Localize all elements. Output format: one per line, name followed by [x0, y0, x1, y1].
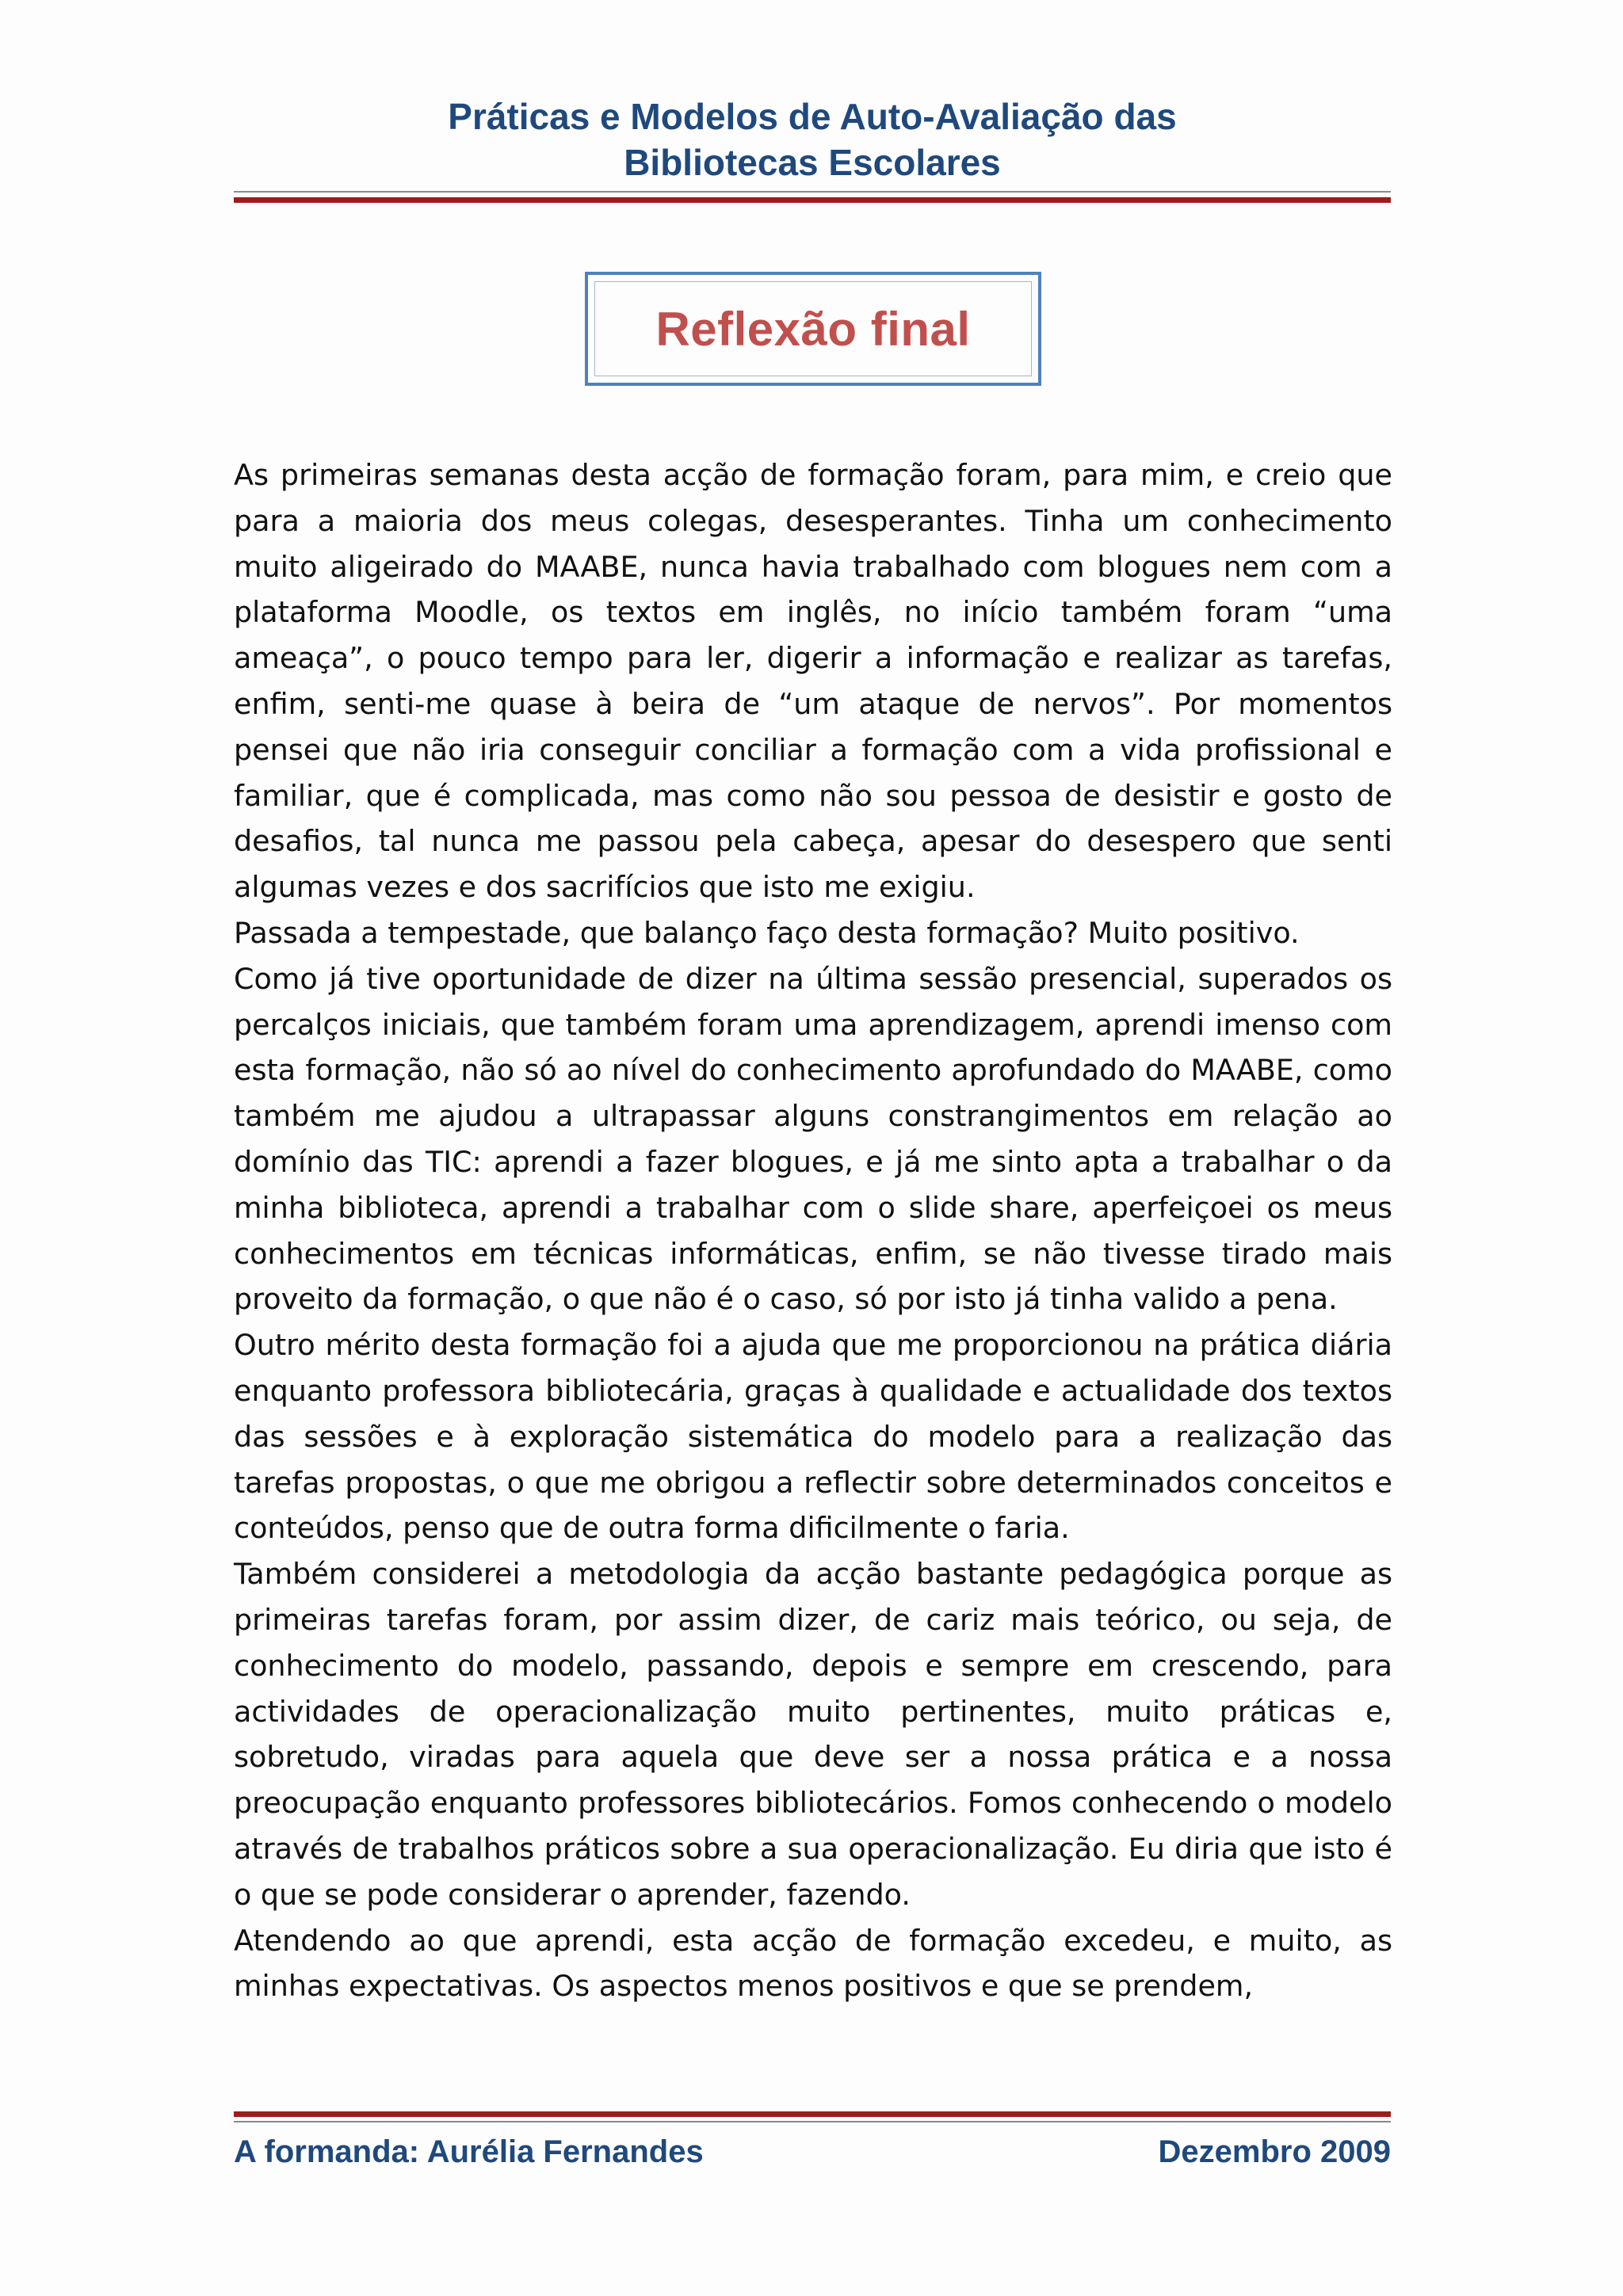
header-divider-thin — [234, 191, 1391, 193]
body-paragraph: Outro mérito desta formação foi a ajuda que me proporcionou na prática diária enquanto professora bibliotecária, graças à qualidade e actualidade dos textos das sessões e à exploração sistemática do modelo para a realização das tarefas propostas, o que me obrigou a reflectir sobre determinados conceitos e conteúdos, penso que de outra forma dificilmente o faria. — [234, 1328, 1392, 1546]
body-paragraph: Também considerei a metodologia da acção bastante pedagógica porque as primeiras tarefas foram, por assim dizer, de cariz mais teórico, ou seja, de conhecimento do modelo, passando, depois e sempre em crescendo, para actividades de operacionalização muito pertinentes, muito práticas e, sobretudo, viradas para aquela que deve ser a nossa prática e a nossa preocupação enquanto professores bibliotecários. Fomos conhecendo o modelo através de trabalhos práticos sobre a sua operacionalização. Eu diria que isto é o que se pode considerar o aprender, fazendo. — [234, 1557, 1392, 1912]
document-body — [234, 452, 1392, 2009]
section-title-box-inner — [594, 281, 1032, 376]
footer-date: Dezembro 2009 — [1158, 2134, 1391, 2169]
section-title-box — [585, 272, 1041, 386]
body-paragraph: As primeiras semanas desta acção de formação foram, para mim, e creio que para a maioria dos meus colegas, desesperantes. Tinha um conhecimento muito aligeirado do MAABE, nunca havia trabalhado com blogues nem com a plataforma Moodle, os textos em inglês, no início também foram “uma ameaça”, o pouco tempo para ler, digerir a informação e realizar as tarefas, enfim, senti-me quase à beira de “um ataque de nervos”. Por momentos pensei que não iria conseguir conciliar a formação com a vida profissional e familiar, que é complicada, mas como não sou pessoa de desistir e gosto de desafios, tal nunca me passou pela cabeça, apesar do desespero que senti algumas vezes e dos sacrifícios que isto me exigiu. — [234, 458, 1392, 905]
document-header-title — [234, 93, 1391, 185]
section-title: Reflexão final — [655, 302, 971, 356]
footer-author: A formanda: Aurélia Fernandes — [234, 2134, 704, 2169]
body-paragraph: Atendendo ao que aprendi, esta acção de formação excedeu, e muito, as minhas expectativas. Os aspectos menos positivos e que se prendem, — [234, 1923, 1392, 2004]
body-paragraph: Passada a tempestade, que balanço faço desta formação? Muito positivo. — [234, 915, 1300, 950]
header-divider-thick — [234, 197, 1391, 203]
header-title-line-1: Práticas e Modelos de Auto-Avaliação das — [448, 96, 1177, 137]
body-paragraph: Como já tive oportunidade de dizer na última sessão presencial, superados os percalços iniciais, que também foram uma aprendizagem, aprendi imenso com esta formação, não só ao nível do conhecimento aprofundado do MAABE, como também me ajudou a ultrapassar alguns constrangimentos em relação ao domínio das TIC: aprendi a fazer blogues, e já me sinto apta a trabalhar o da minha biblioteca, aprendi a trabalhar com o slide share, aperfeiçoei os meus conhecimentos em técnicas informáticas, enfim, se não tivesse tirado mais proveito da formação, o que não é o caso, só por isto já tinha valido a pena. — [234, 961, 1392, 1317]
footer-divider-thin — [234, 2121, 1391, 2122]
header-title-line-2: Bibliotecas Escolares — [624, 142, 1001, 183]
footer-divider-thick — [234, 2111, 1391, 2117]
